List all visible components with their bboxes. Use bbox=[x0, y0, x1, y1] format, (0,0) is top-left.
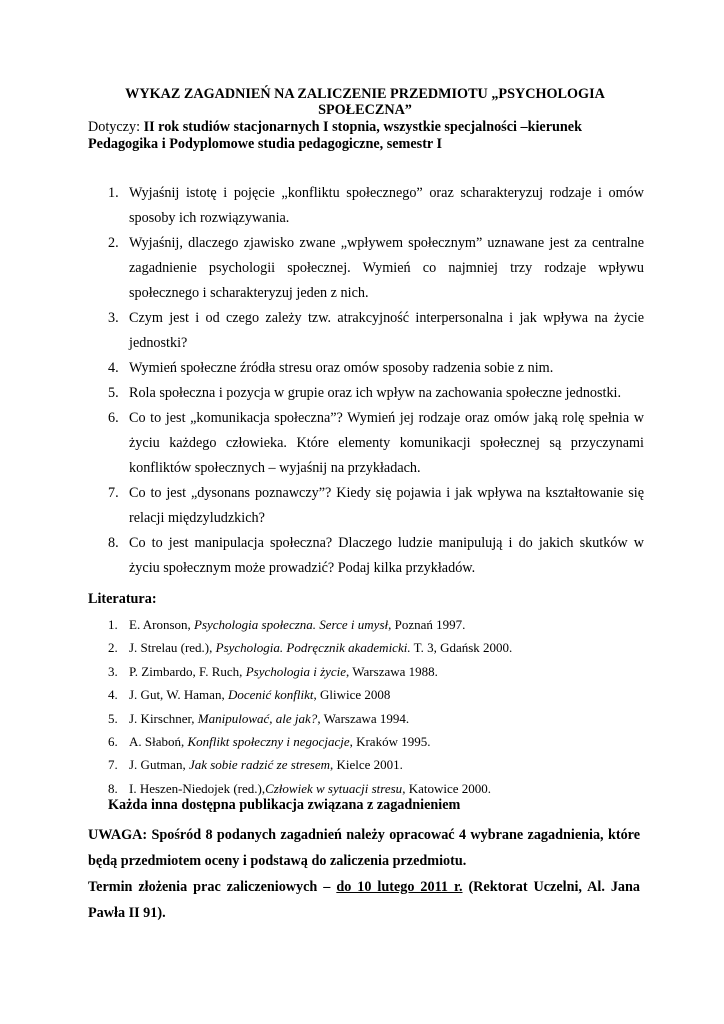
literature-author: P. Zimbardo, F. Ruch, bbox=[129, 663, 246, 679]
question-item bbox=[88, 381, 644, 406]
literature-list bbox=[88, 613, 648, 800]
literature-number: 8. bbox=[108, 780, 118, 796]
literature-item bbox=[88, 683, 648, 706]
literature-title: Człowiek w sytuacji stresu bbox=[265, 780, 403, 796]
literature-number: 4. bbox=[108, 687, 118, 703]
document-title: WYKAZ ZAGADNIEŃ NA ZALICZENIE PRZEDMIOTU „PSYCHOLOGIA SPOŁECZNA” bbox=[125, 86, 605, 118]
literature-author: J. Gutman, bbox=[129, 757, 189, 773]
literature-author: J. Strelau (red.), bbox=[129, 640, 216, 656]
literature-details: , Kielce 2001. bbox=[330, 757, 403, 773]
question-item bbox=[88, 531, 644, 581]
literature-details: , Katowice 2000. bbox=[402, 780, 491, 796]
literature-number: 6. bbox=[108, 734, 118, 750]
literature-title: Psychologia i życie bbox=[245, 663, 347, 679]
deadline-location: (Rektorat Uczelni, Al. Jana Pawła II 91). bbox=[88, 879, 640, 921]
literature-title: Manipulować, ale jak? bbox=[197, 710, 318, 726]
question-number: 6. bbox=[108, 410, 119, 426]
question-text: Co to jest manipulacja społeczna? Dlaczego ludzie manipulują i do jakich skutków w życiu społecznym może prowadzić? Podaj kilka przykładów. bbox=[129, 535, 644, 576]
literature-number: 5. bbox=[108, 710, 118, 726]
question-number: 1. bbox=[108, 185, 119, 201]
literature-title: Psychologia społeczna. Serce i umysł bbox=[194, 617, 389, 632]
question-item bbox=[88, 306, 644, 356]
question-text: Wyjaśnij istotę i pojęcie „konfliktu społecznego” oraz scharakteryzuj rodzaje i omów sposoby ich rozwiązywania. bbox=[129, 185, 644, 226]
meta-value: II rok studiów stacjonarnych I stopnia, wszystkie specjalności –kierunek Pedagogika i Podyplomowe studia pedagogiczne, semestr I bbox=[88, 119, 582, 152]
question-text: Rola społeczna i pozycja w grupie oraz ich wpływ na zachowania społeczne jednostki. bbox=[129, 385, 622, 401]
deadline-date: do 10 lutego 2011 r. bbox=[336, 879, 463, 895]
literature-number: 1. bbox=[108, 617, 118, 632]
warning-note: UWAGA: Spośród 8 podanych zagadnień należy opracować 4 wybrane zagadnienia, które będą przedmiotem oceny i podstawą do zaliczenia przedmiotu. bbox=[88, 827, 640, 869]
literature-details: T. 3, Gdańsk 2000. bbox=[410, 640, 513, 656]
question-text: Co to jest „komunikacja społeczna”? Wymień jej rodzaje oraz omów jaką rolę spełnia w życiu każdego człowieka. Które elementy komunikacji społecznej są przyczynami konfliktów społecznych – wyjaśnij na przykładach. bbox=[129, 410, 644, 476]
literature-number: 3. bbox=[108, 663, 118, 679]
literature-item bbox=[88, 753, 648, 776]
meta-label: Dotyczy: bbox=[88, 119, 144, 135]
question-number: 8. bbox=[108, 535, 119, 551]
question-number: 7. bbox=[108, 485, 119, 501]
question-text: Wyjaśnij, dlaczego zjawisko zwane „wpływem społecznym” uznawane jest za centralne zagadnienie psychologii społecznej. Wymień co najmniej trzy rodzaje wpływu społecznego i scharakteryzuj jeden z nich. bbox=[129, 235, 644, 301]
deadline-label: Termin złożenia prac zaliczeniowych – bbox=[88, 879, 337, 895]
literature-author: J. Gut, W. Haman, bbox=[129, 687, 228, 703]
literature-details: , Warszawa 1988. bbox=[346, 663, 438, 679]
deadline-note bbox=[88, 874, 640, 926]
literature-item bbox=[88, 730, 648, 753]
question-number: 2. bbox=[108, 235, 119, 251]
question-item bbox=[88, 231, 644, 306]
question-text: Co to jest „dysonans poznawczy”? Kiedy się pojawia i jak wpływa na kształtowanie się relacji międzyludzkich? bbox=[129, 485, 644, 526]
question-number: 4. bbox=[108, 360, 119, 376]
literature-details: , Warszawa 1994. bbox=[317, 710, 410, 726]
literature-item bbox=[88, 660, 648, 683]
literature-item bbox=[88, 707, 648, 730]
literature-title: Docenić konflikt bbox=[227, 687, 314, 703]
literature-details: , Poznań 1997. bbox=[388, 617, 466, 632]
question-item bbox=[88, 406, 644, 481]
literature-number: 7. bbox=[108, 757, 118, 773]
questions-list bbox=[88, 181, 644, 581]
literature-title: Psychologia. Podręcznik akademicki. bbox=[215, 640, 411, 656]
literature-author: I. Heszen-Niedojek (red.), bbox=[129, 780, 266, 796]
question-text: Wymień społeczne źródła stresu oraz omów sposoby radzenia sobie z nim. bbox=[129, 360, 554, 376]
literature-title: Konflikt społeczny i negocjacje bbox=[187, 734, 350, 750]
literature-number: 2. bbox=[108, 640, 118, 656]
literature-author: E. Aronson, bbox=[129, 617, 194, 632]
literature-author: J. Kirschner, bbox=[129, 710, 198, 726]
literature-details: , Gliwice 2008 bbox=[313, 687, 391, 703]
literature-details: , Kraków 1995. bbox=[349, 734, 431, 750]
literature-title: Jak sobie radzić ze stresem bbox=[188, 757, 330, 773]
question-number: 5. bbox=[108, 385, 119, 401]
other-publications-note: Każda inna dostępna publikacja związana z zagadnieniem bbox=[108, 797, 461, 813]
question-item bbox=[88, 481, 644, 531]
question-item bbox=[88, 356, 644, 381]
literature-author: A. Słaboń, bbox=[129, 734, 188, 750]
question-number: 3. bbox=[108, 310, 119, 326]
literature-item bbox=[88, 613, 648, 636]
question-text: Czym jest i od czego zależy tzw. atrakcyjność interpersonalna i jak wpływa na życie jednostki? bbox=[129, 310, 644, 351]
document-meta bbox=[88, 119, 648, 153]
literature-heading: Literatura: bbox=[88, 591, 157, 607]
literature-item bbox=[88, 636, 648, 659]
question-item bbox=[88, 181, 644, 231]
